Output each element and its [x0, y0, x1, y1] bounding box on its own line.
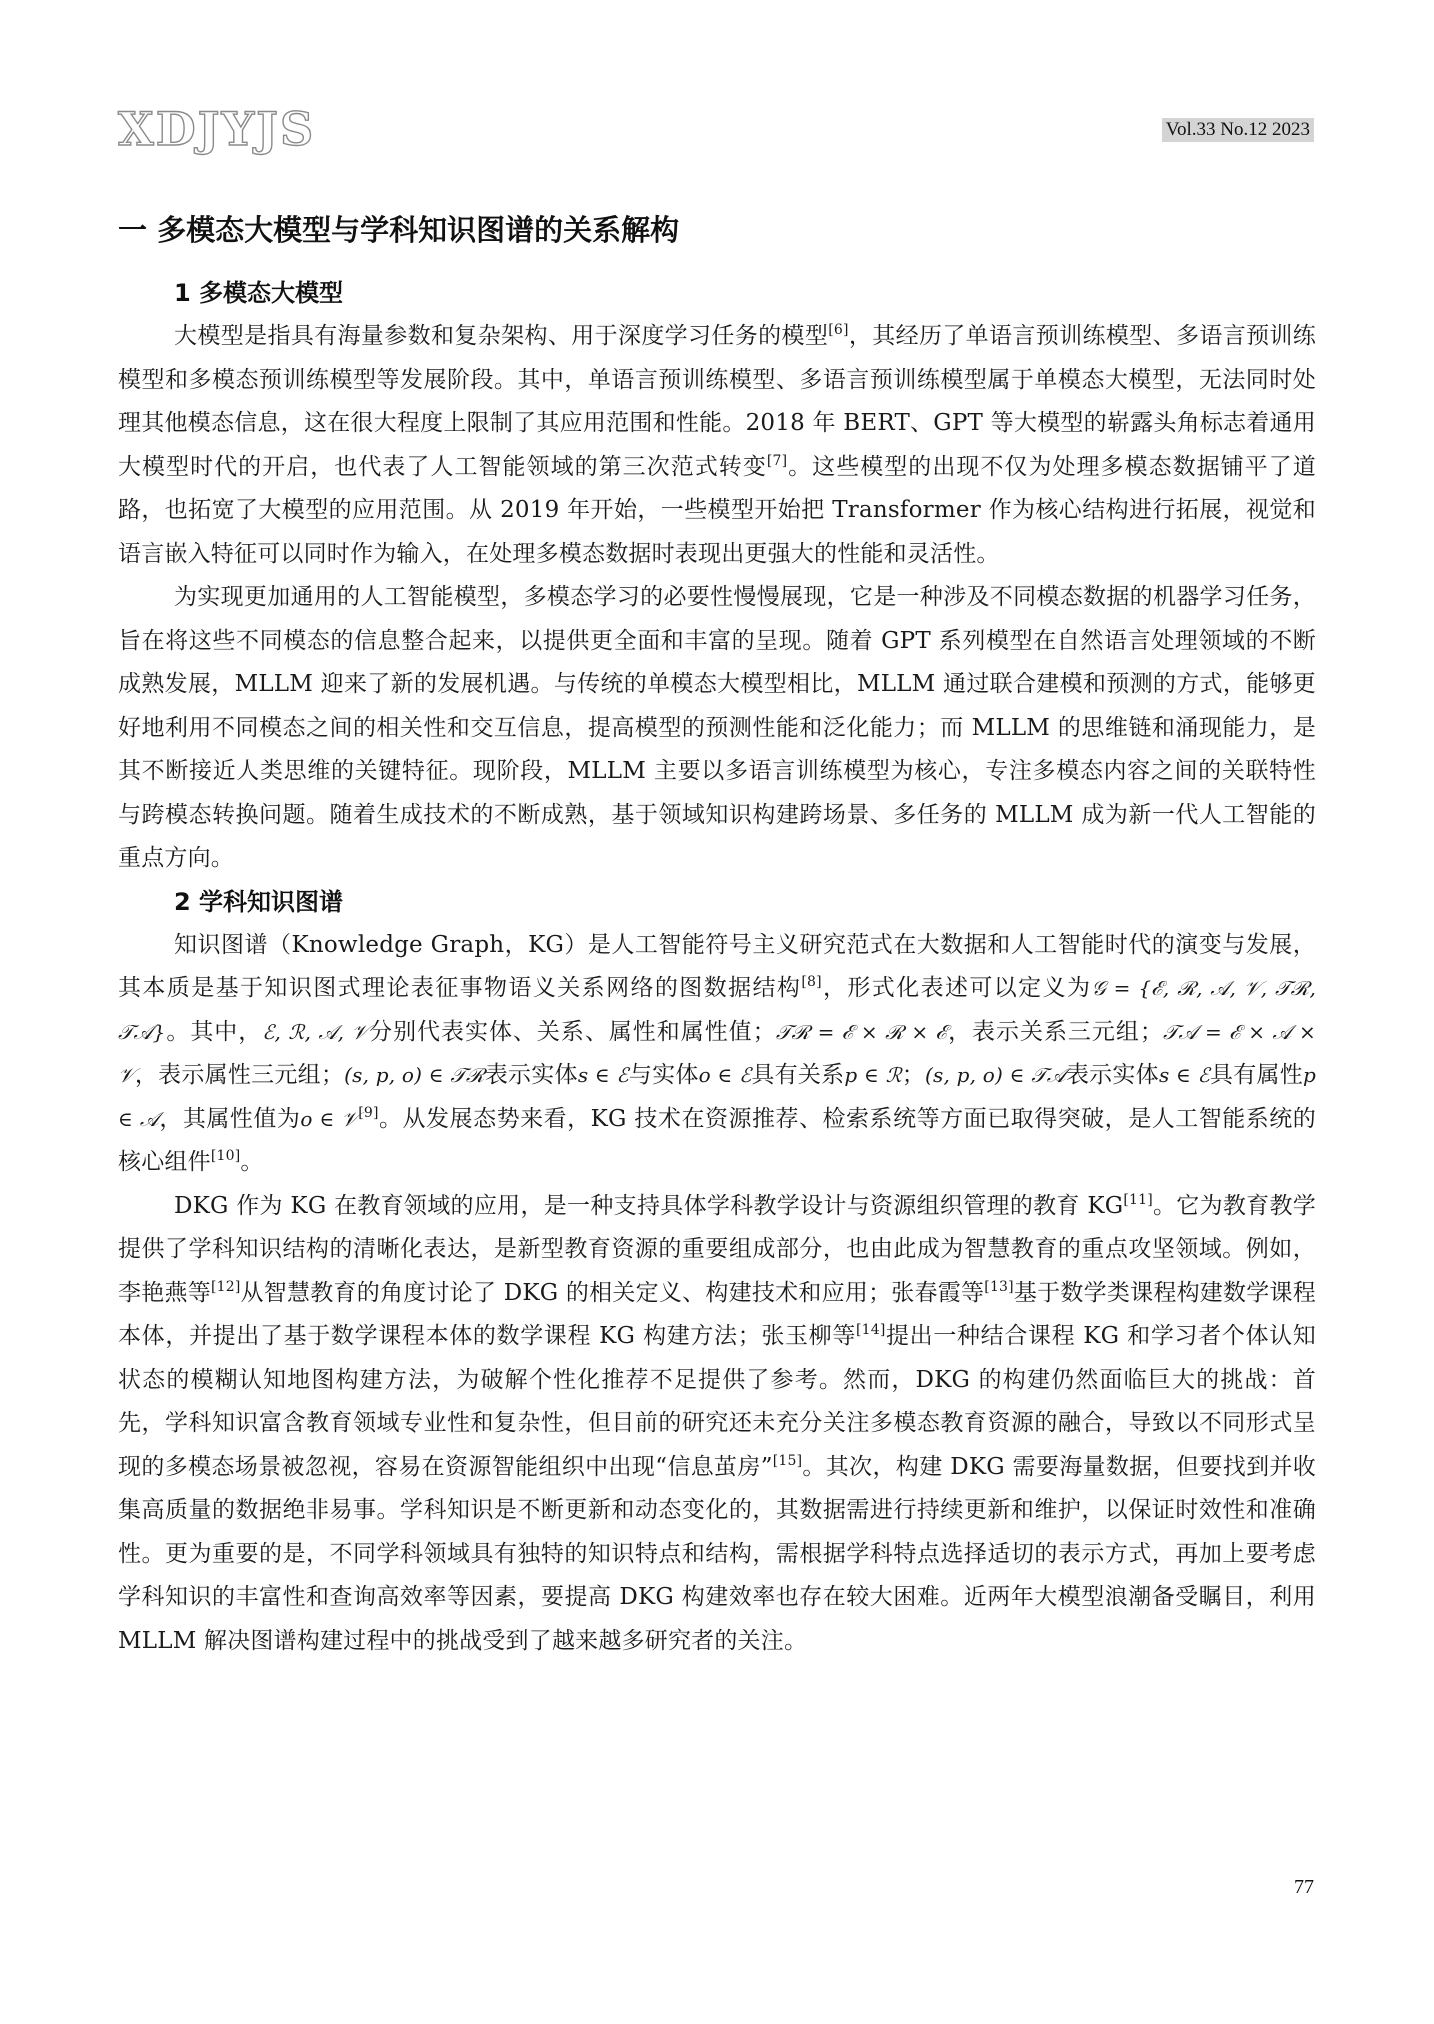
- citation-ref: [6]: [828, 322, 849, 338]
- citation-ref: [13]: [984, 1278, 1014, 1295]
- citation-ref: [9]: [358, 1104, 379, 1121]
- text-run: 大模型是指具有海量参数和复杂架构、用于深度学习任务的模型: [174, 323, 829, 349]
- text-run: ，形式化表述可以定义为: [821, 975, 1092, 1001]
- text-run: 。其中，: [165, 1018, 263, 1045]
- text-run: 具有关系: [751, 1062, 845, 1088]
- text-run: ，表示关系三元组；: [947, 1018, 1164, 1045]
- text-run: 知识图谱（Knowledge Graph，KG）是人工智能符号主义研究范式在大数据和人工智能时代的演变与发展，其本质是基于知识图式理论表征事物语义关系网络的图数据结构: [118, 931, 1316, 1001]
- paragraph: [118, 1185, 1316, 1664]
- citation-ref: [11]: [1123, 1191, 1153, 1208]
- math-expression: p ∈ 𝒜: [118, 1063, 1316, 1131]
- citation-ref: [14]: [856, 1322, 886, 1338]
- math-expression: (s, p, o) ∈ 𝒯ℛ: [344, 1063, 485, 1087]
- paragraph: [118, 315, 1316, 576]
- text-run: DKG 作为 KG 在教育领域的应用，是一种支持具体学科教学设计与资源组织管理的教育 KG: [174, 1192, 1124, 1219]
- math-expression: o ∈ 𝒱: [300, 1106, 359, 1131]
- section-title: 一 多模态大模型与学科知识图谱的关系解构: [118, 213, 680, 247]
- paragraph: [118, 924, 1316, 1185]
- math-expression: o ∈ ℰ: [698, 1063, 752, 1087]
- text-run: 。: [240, 1149, 264, 1175]
- text-run: 。这些模型的出现不仅为处理多模态数据铺平了道路，也拓宽了大模型的应用范围。从 2019 年开始，一些模型开始把 Transformer 作为核心结构进行拓展，视觉和语言嵌入特征可以同时作为输入，在处理多模态数据时表现出更强大的性能和灵活性。: [118, 453, 1316, 567]
- subsection-title: 1 多模态大模型: [174, 279, 344, 307]
- text-run: 与实体: [628, 1062, 699, 1088]
- page-number: 77: [1294, 1876, 1314, 1898]
- citation-ref: [8]: [801, 974, 822, 990]
- text-run: 。从发展态势来看，KG 技术在资源推荐、检索系统等方面已取得突破，是人工智能系统的核心组件: [118, 1105, 1316, 1175]
- math-expression: 𝒯ℛ = ℰ × ℛ × ℰ: [775, 1019, 948, 1044]
- text-run: 。它为教育教学提供了学科知识结构的清晰化表达，是新型教育资源的重要组成部分，也由此成为智慧教育的重点攻坚领域。例如，李艳燕等: [118, 1192, 1316, 1306]
- math-expression: s ∈ ℰ: [577, 1063, 629, 1087]
- math-expression: (s, p, o) ∈ 𝒯𝒜: [925, 1063, 1066, 1087]
- math-expression: p ∈ ℛ: [844, 1063, 902, 1087]
- math-expression: 𝒢 = {ℰ, ℛ, 𝒜, 𝒱, 𝒯ℛ, 𝒯𝒜}: [118, 976, 1317, 1044]
- paragraph: [118, 576, 1316, 881]
- text-run: ，其属性值为: [159, 1105, 301, 1132]
- subsection-title: 2 学科知识图谱: [174, 887, 344, 916]
- text-run: 从智慧教育的角度讨论了 DKG 的相关定义、构建技术和应用；张春霞等: [240, 1279, 985, 1306]
- math-expression: ℰ, ℛ, 𝒜, 𝒱: [262, 1019, 369, 1044]
- text-run: ；: [901, 1062, 925, 1088]
- text-run: 具有属性: [1209, 1062, 1303, 1088]
- citation-ref: [10]: [210, 1148, 241, 1164]
- text-run: 提出一种结合课程 KG 和学习者个体认知状态的模糊认知地图构建方法，为破解个性化推荐不足提供了参考。然而，DKG 的构建仍然面临巨大的挑战：首先，学科知识富含教育领域专业性和复杂性，但目前的研究还未充分关注多模态教育资源的融合，导致以不同形式呈现的多模态场景被忽视，容易在资源智能组织中出现“信息茧房”: [118, 1323, 1316, 1480]
- text-run: 表示实体: [1065, 1062, 1159, 1088]
- journal-logo: XDJYJS: [118, 102, 316, 156]
- article-body: [118, 210, 1316, 1663]
- citation-ref: [12]: [210, 1278, 241, 1295]
- math-expression: 𝒯𝒜 = ℰ × 𝒜 × 𝒱: [118, 1019, 1316, 1087]
- math-expression: s ∈ ℰ: [1158, 1063, 1210, 1087]
- text-run: ，其经历了单语言预训练模型、多语言预训练模型和多模态预训练模型等发展阶段。其中，单语言预训练模型、多语言预训练模型属于单模态大模型，无法同时处理其他模态信息，这在很大程度上限制了其应用范围和性能。2018 年 BERT、GPT 等大模型的崭露头角标志着通用大模型时代的开启，也代表了人工智能领域的第三次范式转变: [118, 323, 1317, 480]
- text-run: 基于数学类课程构建数学课程本体，并提出了基于数学课程本体的数学课程 KG 构建方法；张玉柳等: [118, 1279, 1316, 1349]
- text-run: 为实现更加通用的人工智能模型，多模态学习的必要性慢慢展现，它是一种涉及不同模态数据的机器学习任务，旨在将这些不同模态的信息整合起来，以提供更全面和丰富的呈现。随着 GPT 系列模型在自然语言处理领域的不断成熟发展，MLLM 迎来了新的发展机遇。与传统的单模态大模型相比，MLLM 通过联合建模和预测的方式，能够更好地利用不同模态之间的相关性和交互信息，提高模型的预测性能和泛化能力；而 MLLM 的思维链和涌现能力，是其不断接近人类思维的关键特征。现阶段，MLLM 主要以多语言训练模型为核心，专注多模态内容之间的关联特性与跨模态转换问题。随着生成技术的不断成熟，基于领域知识构建跨场景、多任务的 MLLM 成为新一代人工智能的重点方向。: [118, 584, 1316, 871]
- text-run: 表示实体: [484, 1062, 578, 1088]
- citation-ref: [15]: [772, 1452, 803, 1469]
- text-run: 分别代表实体、关系、属性和属性值；: [368, 1018, 776, 1045]
- issue-label: Vol.33 No.12 2023: [1162, 118, 1314, 142]
- text-run: ，表示属性三元组；: [134, 1062, 345, 1088]
- citation-ref: [7]: [766, 452, 788, 469]
- text-run: 。其次，构建 DKG 需要海量数据，但要找到并收集高质量的数据绝非易事。学科知识是不断更新和动态变化的，其数据需进行持续更新和维护，以保证时效性和准确性。更为重要的是，不同学科领域具有独特的知识特点和结构，需根据学科特点选择适切的表示方式，再加上要考虑学科知识的丰富性和查询高效率等因素，要提高 DKG 构建效率也存在较大困难。近两年大模型浪潮备受瞩目，利用 MLLM 解决图谱构建过程中的挑战受到了越来越多研究者的关注。: [118, 1453, 1316, 1654]
